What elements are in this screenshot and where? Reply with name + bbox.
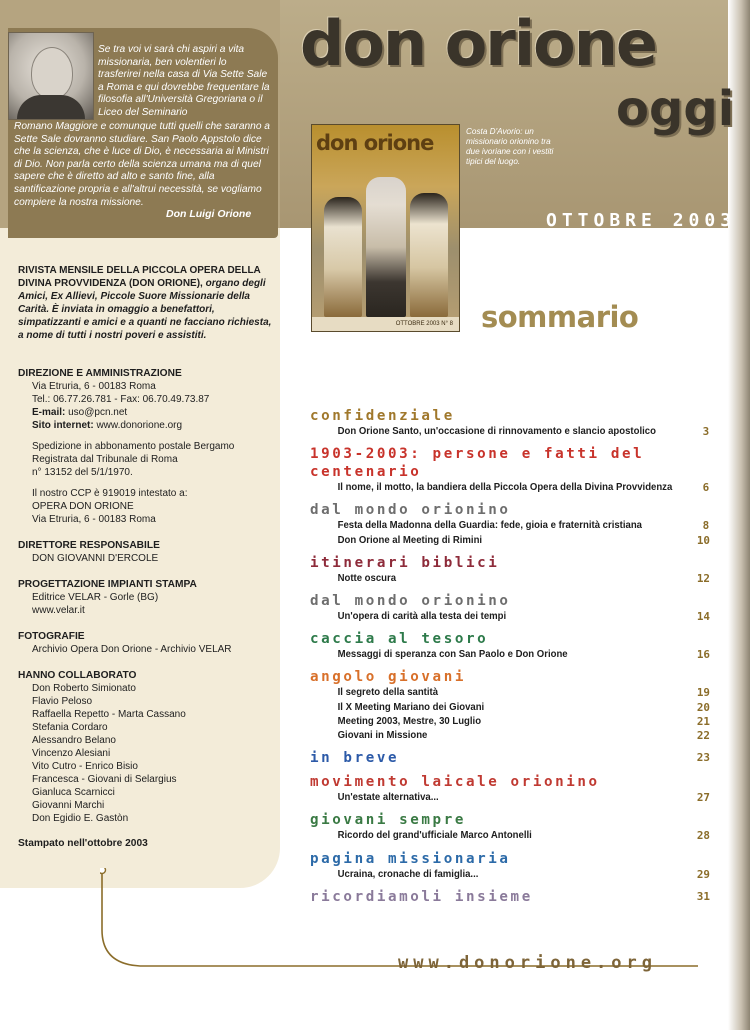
toc-page-number: 22 — [696, 729, 710, 743]
toc-page-number: 8 — [702, 519, 710, 533]
toc-category-label: caccia al tesoro — [310, 631, 489, 648]
toc-category[interactable] — [310, 592, 710, 610]
colophon — [18, 356, 276, 850]
progettazione-line-1: Editrice VELAR - Gorle (BG) — [32, 592, 159, 603]
site-line — [18, 419, 276, 432]
cover-footer: OTTOBRE 2003 N° 8 — [312, 317, 459, 331]
toc-category[interactable] — [310, 811, 710, 829]
toc-entry[interactable] — [310, 533, 710, 548]
toc-entry[interactable] — [310, 648, 710, 662]
page-spine-shadow — [728, 0, 750, 1030]
toc-entry-title: Ricordo del grand'ufficiale Marco Antonelli — [337, 830, 532, 842]
toc-category-label: in breve — [310, 750, 400, 767]
toc-entry[interactable] — [310, 481, 710, 495]
toc-entry-title: Il segreto della santità — [337, 687, 439, 699]
quote-text-body: Romano Maggiore e comunque tutti quelli che saranno a Sette Sale dovranno studiare. San Paolo Appstolo dice che la scienza, che è luce di Dio, è necessaria ai Ministri di Dio. Non parla certo della scienza umana ma di quel sapere che è diretto ad alto e santo fine, alla santificazione propria e all'altrui necessità, se vogliamo compiere la nostra missione. — [14, 121, 270, 208]
collaborator-name: Giovanni Marchi — [32, 800, 105, 811]
collaboratori-list — [18, 682, 276, 825]
toc-page-number: 6 — [702, 481, 710, 495]
toc-category[interactable] — [310, 749, 710, 767]
collaborator-name: Gianluca Scarnicci — [32, 787, 115, 798]
toc-entry-title: Il nome, il motto, la bandiera della Piccola Opera della Divina Provvidenza — [337, 482, 673, 494]
toc-category-label: confidenziale — [310, 408, 455, 424]
collaborator-name: Flavio Peloso — [32, 696, 93, 707]
email-line — [18, 406, 276, 419]
toc-page-number: 14 — [696, 610, 710, 624]
site-value[interactable]: www.donorione.org — [96, 420, 183, 431]
toc-category[interactable] — [310, 850, 710, 868]
toc-page-number: 21 — [696, 714, 710, 728]
toc-entry[interactable] — [310, 714, 710, 729]
direttore-name: DON GIOVANNI D'ERCOLE — [32, 553, 159, 564]
toc-page-number: 3 — [702, 425, 710, 438]
toc-category[interactable] — [310, 773, 710, 791]
toc-entry-title: Don Orione Santo, un'occasione di rinnovamento e slancio apostolico — [337, 426, 656, 437]
portrait-face — [31, 47, 73, 99]
magazine-description — [18, 264, 276, 342]
cover-person-center — [366, 177, 406, 317]
ccp-line-1: Il nostro CCP è 919019 intestato a: — [32, 488, 188, 499]
direzione-heading: DIREZIONE E AMMINISTRAZIONE — [18, 368, 182, 379]
toc-entry[interactable] — [310, 829, 710, 843]
toc-category-label: movimento laicale orionino — [310, 774, 600, 791]
masthead-subtitle: oggi — [616, 81, 735, 137]
toc-entry[interactable] — [310, 686, 710, 700]
toc-entry[interactable] — [310, 425, 710, 439]
toc-entry[interactable] — [310, 519, 710, 533]
sped-line-1: Spedizione in abbonamento postale Bergamo — [32, 441, 235, 452]
toc-entry[interactable] — [310, 729, 710, 743]
toc-entry-title: Don Orione al Meeting di Rimini — [337, 534, 483, 546]
quote-author: Don Luigi Orione — [166, 208, 252, 220]
toc-page-number: 31 — [696, 889, 710, 903]
toc-page-number: 19 — [696, 686, 710, 700]
toc-page-number: 28 — [696, 829, 710, 843]
description-caps: RIVISTA MENSILE DELLA PICCOLA OPERA DELLA DIVINA PROVVIDENZA (DON ORIONE), — [18, 265, 261, 289]
toc-entry-title: Ucraina, cronache di famiglia... — [337, 868, 479, 880]
toc-category[interactable] — [310, 501, 710, 519]
cover-masthead: don orione — [316, 131, 434, 155]
fotografie-line: Archivio Opera Don Orione - Archivio VELAR — [32, 644, 232, 655]
collaborator-name: Vito Cutro - Enrico Bisio — [32, 761, 138, 772]
portrait-shoulders — [17, 95, 85, 119]
collaborator-name: Vincenzo Alesiani — [32, 748, 111, 759]
toc-category-label: dal mondo orionino — [310, 593, 511, 610]
tel-line: Tel.: 06.77.26.781 - Fax: 06.70.49.73.87 — [32, 394, 210, 405]
toc-entry-title: Festa della Madonna della Guardia: fede, gioia e fraternità cristiana — [337, 520, 643, 532]
toc-entry-title: Un'estate alternativa... — [337, 792, 439, 804]
collaboratori-heading: HANNO COLLABORATO — [18, 670, 137, 681]
toc-entry[interactable] — [310, 610, 710, 624]
toc-category-label: 1903-2003: persone e fatti del centenario — [310, 446, 645, 481]
address-line: Via Etruria, 6 - 00183 Roma — [32, 381, 156, 392]
toc-category[interactable] — [310, 407, 710, 425]
toc-category-label: dal mondo orionino — [310, 502, 511, 519]
stampato-line: Stampato nell'ottobre 2003 — [18, 838, 148, 849]
toc-entry[interactable] — [310, 700, 710, 715]
ccp-line-3: Via Etruria, 6 - 00183 Roma — [32, 514, 156, 525]
table-of-contents — [310, 403, 710, 906]
direttore-heading: DIRETTORE RESPONSABILE — [18, 540, 160, 551]
toc-category[interactable] — [310, 668, 710, 686]
toc-page-number: 20 — [696, 700, 710, 714]
collaborator-name: Raffaella Repetto - Marta Cassano — [32, 709, 186, 720]
portrait-photo — [8, 32, 94, 120]
cover-person-right — [410, 193, 448, 317]
toc-entry[interactable] — [310, 571, 710, 586]
toc-category-label: ricordiamoli insieme — [310, 888, 533, 905]
masthead-title: don orione — [300, 7, 656, 80]
toc-entry-title: Il X Meeting Mariano dei Giovani — [337, 701, 485, 713]
toc-entry-title: Un'opera di carità alla testa dei tempi — [337, 611, 507, 623]
sped-line-2: Registrata dal Tribunale di Roma — [32, 454, 178, 465]
toc-category-label: angolo giovani — [310, 669, 466, 686]
toc-entry-title: Messaggi di speranza con San Paolo e Don Orione — [337, 649, 568, 661]
toc-page-number: 27 — [696, 791, 710, 805]
toc-category[interactable] — [310, 630, 710, 648]
toc-category[interactable] — [310, 445, 710, 481]
fotografie-heading: FOTOGRAFIE — [18, 631, 85, 642]
toc-category-label: giovani sempre — [310, 812, 466, 829]
toc-category-label: pagina missionaria — [310, 850, 511, 867]
toc-category[interactable] — [310, 554, 710, 572]
description-italic: organo degli Amici, Ex Allievi, Piccole Suore Missionarie della Carità. È inviata in omaggio a benefattori, simpatizzanti e amici e a quanti ne facciano richiesta, a nome di tutti i nostri poveri e assistiti. — [18, 278, 272, 341]
toc-entry[interactable] — [310, 791, 710, 805]
progettazione-heading: PROGETTAZIONE IMPIANTI STAMPA — [18, 579, 197, 590]
site-label: Sito internet: — [32, 420, 94, 431]
email-label: E-mail: — [32, 407, 66, 418]
toc-page-number: 23 — [696, 751, 710, 765]
toc-entry-title: Meeting 2003, Mestre, 30 Luglio — [337, 715, 482, 727]
cover-thumbnail — [311, 124, 460, 332]
progettazione-line-2: www.velar.it — [32, 605, 85, 616]
sped-line-3: n° 13152 del 5/1/1970. — [32, 467, 133, 478]
toc-page-number: 29 — [696, 867, 710, 881]
collaborator-name: Don Egidio E. Gastòn — [32, 813, 129, 824]
website-url[interactable]: www.donorione.org — [398, 953, 657, 973]
toc-page-number: 10 — [696, 533, 710, 547]
toc-entry-title: Giovani in Missione — [337, 730, 428, 742]
cover-photo — [320, 167, 450, 317]
toc-page-number: 12 — [696, 571, 710, 585]
collaborator-name: Alessandro Belano — [32, 735, 116, 746]
toc-entry-title: Notte oscura — [337, 572, 397, 584]
collaborator-name: Stefania Cordaro — [32, 722, 108, 733]
toc-category-label: itinerari biblici — [310, 554, 500, 571]
toc-page-number: 16 — [696, 648, 710, 662]
email-value[interactable]: uso@pcn.net — [68, 407, 128, 418]
ccp-line-2: OPERA DON ORIONE — [32, 501, 134, 512]
sommario-heading: sommario — [481, 300, 639, 334]
cover-caption: Costa D'Avorio: un missionario orionino tra due ivoriane con i vestiti tipici del luogo. — [466, 127, 554, 166]
cover-person-left — [324, 197, 362, 317]
collaborator-name: Don Roberto Simionato — [32, 683, 136, 694]
quote-text-top: Se tra voi vi sarà chi aspiri a vita missionaria, ben volentieri lo trasferirei nella casa di Via Sette Sale a Roma e qui dovrebbe frequentare la filosofia all'Università Gregoriana o il Liceo del Seminario — [98, 44, 270, 118]
collaborator-name: Francesca - Giovani di Selargius — [32, 774, 177, 785]
issue-date: OTTOBRE 2003 — [546, 210, 737, 231]
